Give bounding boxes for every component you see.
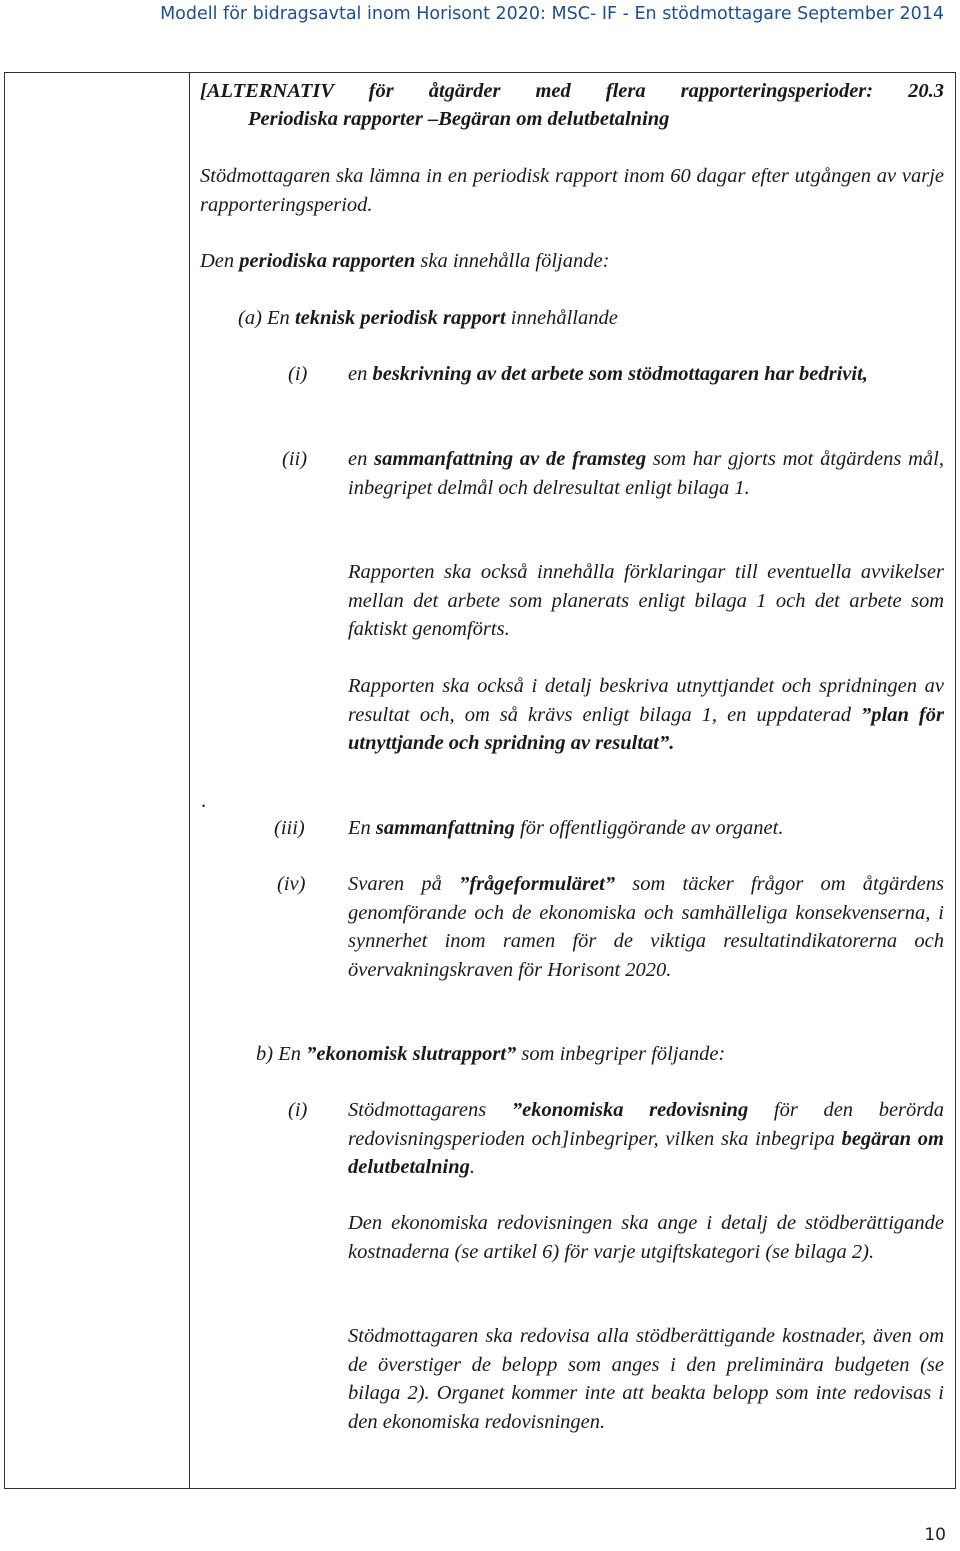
document-header: Modell för bidragsavtal inom Horisont 2020: MSC- IF - En stödmottagare September 2014 <box>160 4 944 24</box>
item-iii-text: En sammanfattning för offentliggörande av organet. <box>348 817 784 839</box>
section-title-line2: Periodiska rapporter –Begäran om delutbetalning <box>248 108 670 130</box>
exploitation-paragraph: Rapporten ska också i detalj beskriva utnyttjandet och spridningen av resultat och, om så krävs enligt bilaga 1, en uppdaterad ”plan för utnyttjande och spridning av resultat”. <box>348 675 944 754</box>
content-table <box>4 72 956 1489</box>
deviation-paragraph: Rapporten ska också innehålla förklaringar till eventuella avvikelser mellan det arbete som planerats enligt bilaga 1 och det arbete som faktiskt genomförts. <box>348 561 944 640</box>
item-ii-text: en sammanfattning av de framsteg som har gjorts mot åtgärdens mål, inbegripet delmål och delresultat enligt bilaga 1. <box>348 448 944 499</box>
page-number: 10 <box>924 1525 946 1545</box>
item-iv-text: Svaren på ”frågeformuläret” som täcker frågor om åtgärdens genomförande och de ekonomiska och samhälleliga konsekvenserna, i synnerhet inom ramen för de viktiga resultatindikatorerna och övervakningskraven för Horisont 2020. <box>348 873 945 981</box>
stray-dot: . <box>201 790 207 812</box>
financial-statement-paragraph: Den ekonomiska redovisningen ska ange i detalj de stödberättigande kostnaderna (se artikel 6) för varje utgiftskategori (se bilaga 2). <box>348 1212 944 1263</box>
item-a: (a) En teknisk periodisk rapport innehållande <box>238 307 618 329</box>
intro-paragraph: Stödmottagaren ska lämna in en periodisk rapport inom 60 dagar efter utgången av varje rapporteringsperiod. <box>200 165 944 216</box>
item-iv-number: (iv) <box>277 873 306 895</box>
item-ii-number: (ii) <box>282 448 308 470</box>
contents-line: Den periodiska rapporten ska innehålla följande: <box>200 250 610 272</box>
declare-costs-paragraph: Stödmottagaren ska redovisa alla stödberättigande kostnader, även om de överstiger de belopp som anges i den preliminära budgeten (se bilaga 2). Organet kommer inte att beakta belopp som inte redovisas i den ekonomiska redovisningen. <box>348 1325 944 1433</box>
item-iii-number: (iii) <box>274 817 305 839</box>
item-b-i-text: Stödmottagarens ”ekonomiska redovisning för den berörda redovisningsperioden och]inbegriper, vilken ska inbegripa begäran om delutbetalning. <box>348 1099 944 1178</box>
item-b-i-number: (i) <box>288 1099 308 1121</box>
item-b: b) En ”ekonomisk slutrapport” som inbegriper följande: <box>256 1043 726 1065</box>
item-i-text: en beskrivning av det arbete som stödmottagaren har bedrivit, <box>348 363 868 385</box>
section-title-line1: [ALTERNATIV för åtgärder med flera rapporteringsperioder: 20.3 <box>200 80 944 102</box>
table-column-divider <box>189 72 190 1489</box>
item-i-number: (i) <box>288 363 308 385</box>
